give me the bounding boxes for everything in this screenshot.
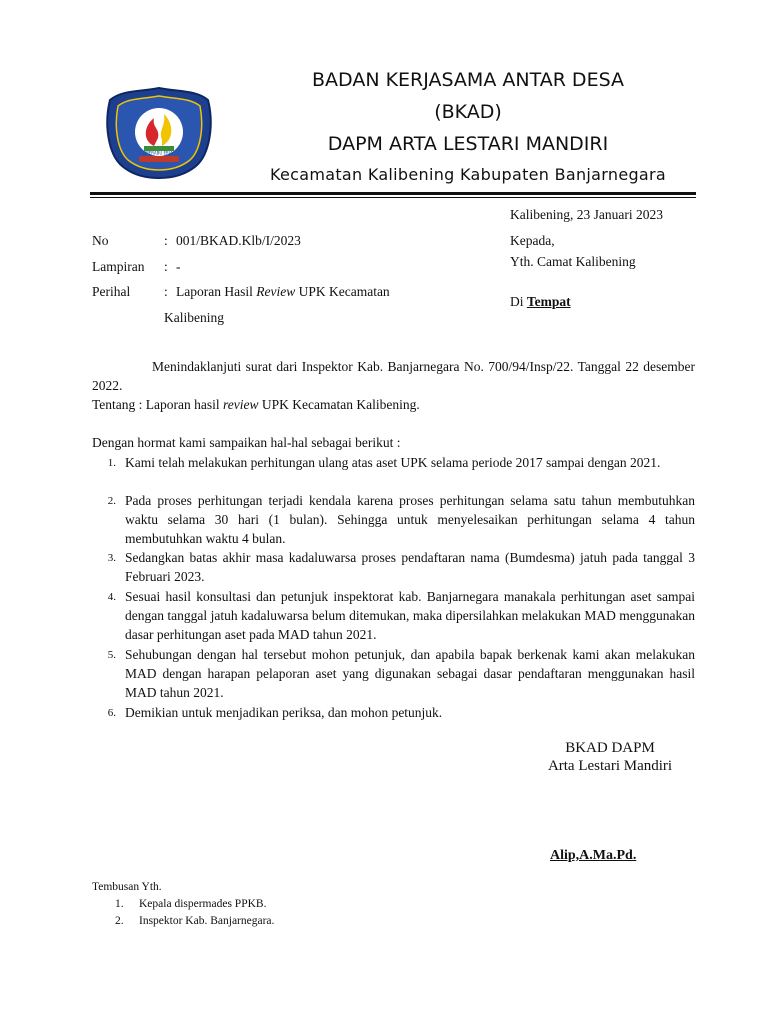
intro-paragraph: Menindaklanjuti surat dari Inspektor Kab. Banjarnegara No. 700/94/Insp/22. Tanggal 22 desember 2022. [92,359,695,393]
perihal-value-part-1: Laporan Hasil [176,284,257,299]
recipient-di: Di [510,294,527,309]
tembusan-number: 1. [115,898,124,910]
lampiran-label: Lampiran [92,259,145,274]
list-item-number: 5. [107,649,116,661]
bkad-logo [104,84,214,180]
perihal-value-italic: Review [256,284,296,299]
perihal-value-part-2: UPK Kecamatan [295,284,390,299]
lampiran-value: - [176,259,181,274]
perihal-separator: : [164,284,168,299]
recipient-di-tempat [510,292,571,311]
header-line-2: (BKAD) [434,101,502,123]
signature-org-1: BKAD DAPM [565,740,655,756]
list-item: Kami telah melakukan perhitungan ulang atas aset UPK selama periode 2017 sampai dengan 2021. [125,455,661,470]
list-item-number: 1. [107,457,116,469]
list-item-number: 4. [107,591,116,603]
header-line-4: Kecamatan Kalibening Kabupaten Banjarnegara [269,165,667,184]
recipient-yth: Yth. Camat Kalibening [510,254,636,269]
list-item: Sehubungan dengan hal tersebut mohon petunjuk, dan apabila bapak berkenak kami akan melakukan MAD dengan harapan pelaporan aset yang digunakan sebagai dasar pendaftaran menggunakan hasil MAD tahun 2021. [125,647,695,700]
header-divider-thick [90,192,696,195]
header-divider-thin [90,197,696,198]
tentang-italic: review [223,397,259,412]
tentang-line [92,395,420,414]
no-value: 001/BKAD.Klb/I/2023 [176,233,301,248]
no-separator: : [164,233,168,248]
signature-name: Alip,A.Ma.Pd. [550,848,637,863]
tembusan-item: Kepala dispermades PPKB. [139,898,267,910]
list-item: Sedangkan batas akhir masa kadaluwarsa proses pendaftaran nama (Bumdesma) jatuh pada tanggal 3 Februari 2023. [125,550,695,584]
no-label: No [92,233,109,248]
tembusan-item: Inspektor Kab. Banjarnegara. [139,915,275,927]
tembusan-number: 2. [115,915,124,927]
tentang-part-2: UPK Kecamatan Kalibening. [258,397,420,412]
header-line-3: DAPM ARTA LESTARI MANDIRI [327,133,609,155]
list-item: Demikian untuk menjadikan periksa, dan mohon petunjuk. [125,705,443,720]
list-item-number: 6. [107,707,116,719]
place-date: Kalibening, 23 Januari 2023 [510,207,663,222]
list-item-number: 2. [107,495,116,507]
recipient-tempat: Tempat [526,294,571,309]
opening-line: Dengan hormat kami sampaikan hal-hal sebagai berikut : [92,435,401,450]
logo-ribbon [139,156,179,162]
tentang-part-1: Tentang : Laporan hasil [92,397,224,412]
header-line-1: BADAN KERJASAMA ANTAR DESA [312,69,624,91]
tembusan-title: Tembusan Yth. [92,881,162,893]
list-item: Sesuai hasil konsultasi dan petunjuk inspektorat kab. Banjarnegara manakala perhitungan aset sampai dengan tanggal jatuh kadaluwarsa belum ditemukan, maka dipersilahkan melakukan MAD menggunakan dasar perhitungan aset pada MAD tahun 2021. [125,589,695,642]
perihal-value-line-2: Kalibening [164,310,224,325]
list-item: Pada proses perhitungan terjadi kendala karena proses perhitungan selama satu tahun membutuhkan waktu selama 30 hari (1 bulan). Sehingga untuk menyelesaikan perhitungan selama 4 tahun membutuhkan waktu 4 bulan. [125,493,695,546]
recipient-kepada: Kepada, [510,233,555,248]
lampiran-separator: : [164,259,168,274]
perihal-label: Perihal [92,284,131,299]
logo-text: MERABU ERIA [145,150,173,156]
signature-org-2: Arta Lestari Mandiri [547,758,673,774]
perihal-value [176,282,390,301]
list-item-number: 3. [107,552,116,564]
